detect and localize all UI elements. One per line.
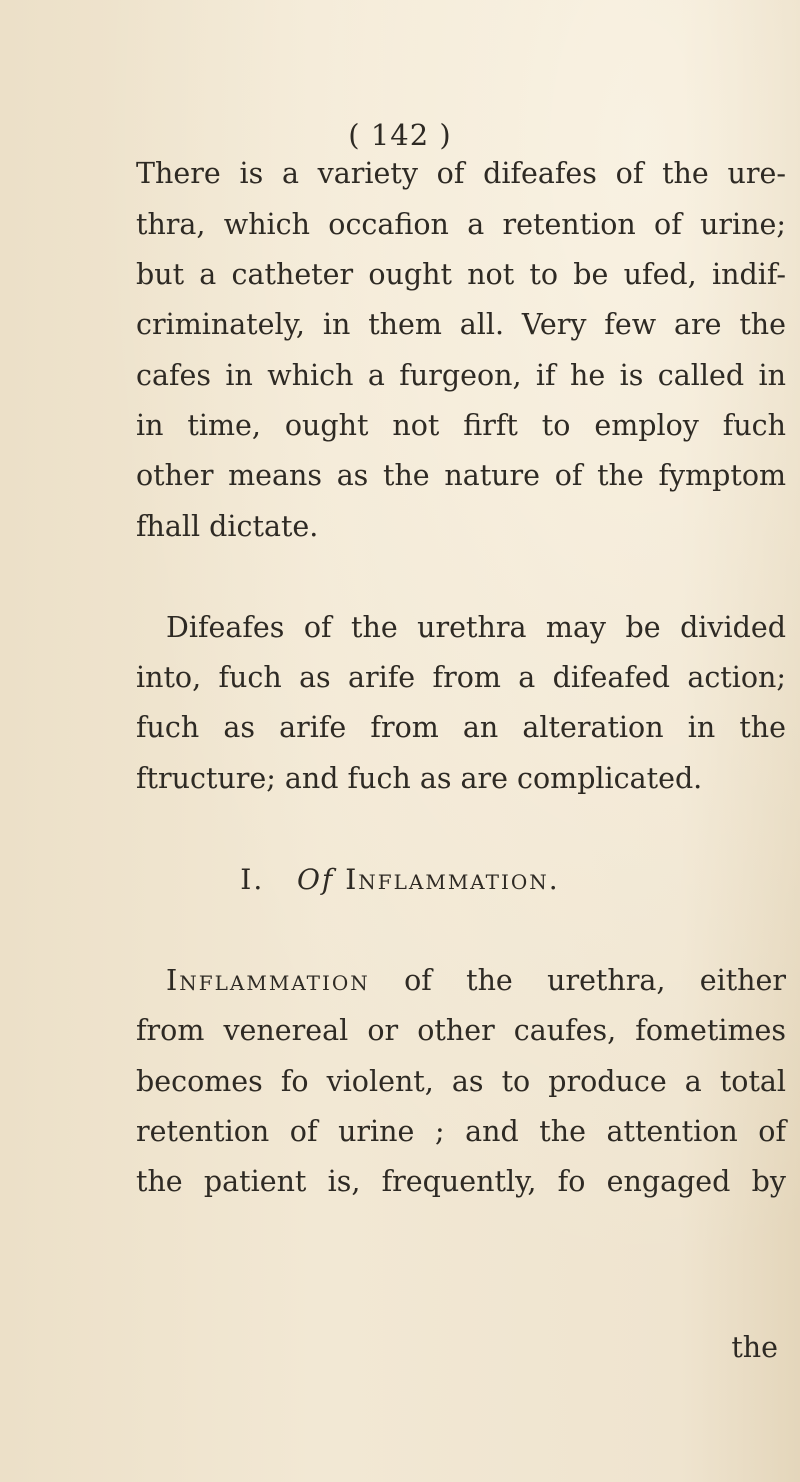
heading-numeral: I. [240,863,265,896]
text-line: the patient is, frequently, fo engaged by [136,1165,786,1198]
heading-title: Inflammation. [345,863,560,896]
text-line: cafes in which a furgeon, if he is called in [136,359,786,392]
text-line: criminately, in them all. Very few are the [136,308,786,341]
text-line: other means as the nature of the fymptom [136,459,786,492]
text-line: retention of urine ; and the attention of [136,1115,786,1148]
text-line: but a catheter ought not to be ufed, indif- [136,258,786,291]
text-line: thra, which occafion a retention of urine; [136,208,786,241]
heading-of: Of [296,863,335,896]
text-line: fhall dictate. [136,510,319,543]
text-line: There is a variety of difeafes of the ure- [136,157,786,190]
section-heading [0,863,800,896]
text-line: Difeafes of the urethra may be divided [166,611,786,644]
text-line: from venereal or other caufes, fometimes [136,1014,786,1047]
lead-word: Inflammation [166,964,370,997]
text-line: in time, ought not firft to employ fuch [136,409,786,442]
text-line: ftructure; and fuch as are complicated. [136,762,703,795]
catchword: the [731,1331,778,1364]
text-line: into, fuch as arife from a difeafed action; [136,661,786,694]
text-line [166,964,786,997]
text-line: fuch as arife from an alteration in the [136,711,786,744]
text-line: becomes fo violent, as to produce a total [136,1065,786,1098]
text-fragment: of the urethra, either [369,964,786,997]
page-number: ( 142 ) [348,118,452,152]
